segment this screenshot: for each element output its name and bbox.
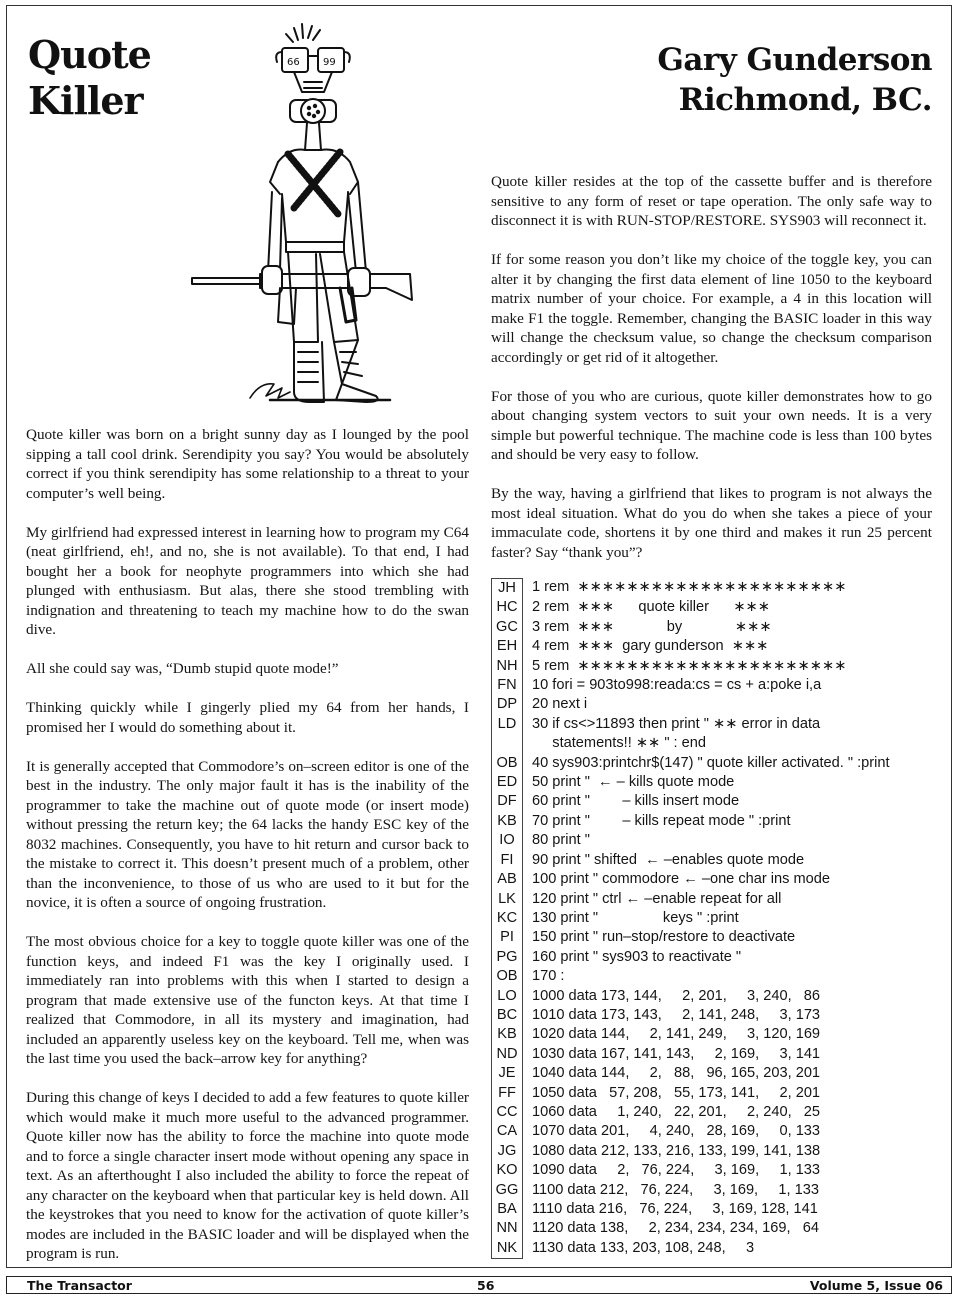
line-checksum: BC (491, 1006, 523, 1025)
line-code: 50 print " ← – kills quote mode (532, 774, 735, 791)
line-code: 1020 data 144, 2, 141, 249, 3, 120, 169 (532, 1026, 821, 1043)
line-checksum: CA (491, 1122, 523, 1141)
line-checksum (491, 734, 523, 753)
article-title (28, 32, 151, 124)
line-code: 130 print " keys " :print (532, 909, 739, 926)
line-checksum: FN (491, 676, 523, 695)
line-code: 1110 data 216, 76, 224, 3, 169, 128, 141 (532, 1201, 818, 1217)
line-checksum: IO (491, 831, 523, 850)
listing-line (491, 987, 931, 1006)
paragraph: During this change of keys I decided to add a few features to quote killer which would make it much more useful to the advanced programmer. Quote killer now has the ability to force the machine into quote mode and to force a single character insert mode without opening any space in text. As an afterthought I also included the ability to force the repeat of any character on the keyboard when that particular key is held down. All the keystrokes that you need to know for the activation of quote killer’s modes are included in the BASIC loader and will be displayed when the program is run. (26, 1089, 469, 1262)
line-checksum: PG (491, 948, 523, 967)
line-checksum: ED (491, 773, 523, 792)
listing-line (491, 1200, 931, 1219)
listing-line (491, 598, 931, 617)
line-checksum: NN (491, 1219, 523, 1238)
line-checksum: JE (491, 1064, 523, 1083)
soldier-illustration-icon (190, 22, 430, 407)
line-code: 1030 data 167, 141, 143, 2, 169, 3, 141 (532, 1045, 821, 1062)
line-checksum: NH (491, 657, 523, 676)
paragraph: If for some reason you don’t like my choice of the toggle key, you can alter it by changing the first data element of line 1050 to the keyboard matrix number of your choice. For example, a 4 in this location will make F1 the toggle. Remember, changing the BASIC loader in this way will change the checksum value, so change the checksum comparison accordingly or get rid of it altogether. (491, 251, 932, 366)
magazine-name: The Transactor (27, 1277, 132, 1293)
line-code: 160 print " sys903 to reactivate " (532, 948, 742, 965)
svg-text:66: 66 (287, 57, 300, 68)
line-code: 1010 data 173, 143, 2, 141, 248, 3, 173 (532, 1006, 821, 1023)
line-code: 3 rem ∗∗∗ by ∗∗∗ (532, 618, 772, 635)
line-checksum: OB (491, 967, 523, 986)
line-checksum: DP (491, 695, 523, 714)
line-code: 20 next i (532, 696, 588, 713)
listing-line (491, 578, 931, 598)
line-code: 1090 data 2, 76, 224, 3, 169, 1, 133 (532, 1162, 821, 1179)
line-code: 60 print " – kills insert mode (532, 793, 740, 810)
paragraph: Quote killer was born on a bright sunny day as I lounged by the pool sipping a tall cool drink. Serendipity you say? You would be absolutely correct if you think serendipity has some relationship to a threat to your computer’s well being. (26, 426, 469, 502)
basic-program-listing (491, 578, 931, 1259)
line-code: 30 if cs<>11893 then print " ∗∗ error in data (532, 715, 821, 732)
line-code: 2 rem ∗∗∗ quote killer ∗∗∗ (532, 599, 771, 616)
listing-line (491, 676, 931, 695)
listing-line (491, 695, 931, 714)
line-checksum: GC (491, 618, 523, 637)
listing-line (491, 1045, 931, 1064)
line-checksum: FI (491, 851, 523, 870)
paragraph: It is generally accepted that Commodore’s on–screen editor is one of the best in the industry. The only major fault it has is the inability of the programmer to take the machine out of quote mode (or insert mode) without pressing the return key; the 64 lacks the handy ESC key of the 8032 machines. Consequently, you have to hit return and cursor back to the mistake to correct it. This doesn’t present much of a problem, other than the inconvenience, to those of us who are used to it but for the novice, it is often a source of ongoing frustration. (26, 757, 469, 911)
line-code: 1000 data 173, 144, 2, 201, 3, 240, 86 (532, 987, 821, 1004)
paragraph: The most obvious choice for a key to toggle quote killer was one of the function keys, and indeed F1 was the key I originally used. I immediately ran into problems with this when I started to design a program that made extensive use of the functon keys. At that time I realized that Commodore, in all its mystery and imagination, had included an apparently useless key on the keyboard. Tell me, when was the last time you used the back–arrow key for anything? (26, 933, 469, 1067)
line-code: 170 : (532, 968, 565, 985)
line-code: 40 sys903:printchr$(147) " quote killer activated. " :print (532, 754, 890, 771)
line-code: statements!! ∗∗ " : end (532, 735, 707, 752)
paragraph: Quote killer resides at the top of the cassette buffer and is therefore sensitive to any form of reset or tape operation. The only safe way to disconnect it is with RUN-STOP/RESTORE. SYS903 will reconnect it. (491, 173, 932, 229)
listing-line (491, 948, 931, 967)
listing-line (491, 1025, 931, 1044)
listing-line (491, 967, 931, 986)
listing-line (491, 1161, 931, 1180)
line-code: 80 print " (532, 832, 590, 849)
paragraph: My girlfriend had expressed interest in learning how to program my C64 (neat girlfriend, eh!, and no, she is not available). To that end, I had bought her a book for neophyte programmers into which she had plunged with enthusiasm. But alas, there she stood trembling with indignation and threatening to teach my machine how to do the swan dive. (26, 523, 469, 638)
line-code: 1130 data 133, 203, 108, 248, 3 (532, 1239, 755, 1256)
line-code: 1040 data 144, 2, 88, 96, 165, 203, 201 (532, 1065, 821, 1082)
listing-line (491, 890, 931, 909)
line-code: 1100 data 212, 76, 224, 3, 169, 1, 133 (532, 1181, 819, 1198)
line-code: 100 print " commodore ← –one char ins mode (532, 871, 831, 888)
line-checksum: CC (491, 1103, 523, 1122)
line-checksum: OB (491, 754, 523, 773)
listing-line (491, 1239, 931, 1259)
page-number: 56 (477, 1277, 495, 1293)
paragraph: All she could say was, “Dumb stupid quote mode!” (26, 660, 339, 677)
line-checksum: EH (491, 637, 523, 656)
author-name: Gary Gunderson (657, 42, 932, 78)
paragraph: For those of you who are curious, quote killer demonstrates how to go about changing system vectors to suit your own needs. It is a very simple but powerful technique. The machine code is less than 100 bytes and should be very easy to follow. (491, 387, 932, 463)
listing-line (491, 1006, 931, 1025)
listing-line (491, 870, 931, 889)
listing-line (491, 1084, 931, 1103)
line-checksum: LK (491, 890, 523, 909)
line-checksum: KC (491, 909, 523, 928)
line-checksum: KO (491, 1161, 523, 1180)
listing-line (491, 928, 931, 947)
line-code: 1070 data 201, 4, 240, 28, 169, 0, 133 (532, 1123, 821, 1140)
line-checksum: GG (491, 1181, 523, 1200)
line-checksum: LD (491, 715, 523, 734)
line-code: 10 fori = 903to998:reada:cs = cs + a:poke i,a (532, 677, 822, 694)
listing-line (491, 1142, 931, 1161)
listing-line (491, 909, 931, 928)
title-line-1: Quote (28, 32, 151, 77)
listing-line (491, 734, 931, 753)
line-code: 5 rem ∗∗∗∗∗∗∗∗∗∗∗∗∗∗∗∗∗∗∗∗∗∗ (532, 657, 847, 674)
listing-line (491, 618, 931, 637)
listing-line (491, 1122, 931, 1141)
line-code: 70 print " – kills repeat mode " :print (532, 812, 791, 829)
listing-line (491, 1181, 931, 1200)
line-checksum: BA (491, 1200, 523, 1219)
byline (657, 40, 932, 120)
line-checksum: HC (491, 598, 523, 617)
line-code: 150 print " run–stop/restore to deactivate (532, 929, 796, 946)
listing-line (491, 637, 931, 656)
line-code: 90 print " shifted ← –enables quote mode (532, 851, 805, 868)
line-code: 1 rem ∗∗∗∗∗∗∗∗∗∗∗∗∗∗∗∗∗∗∗∗∗∗ (532, 579, 847, 595)
line-checksum: KB (491, 1025, 523, 1044)
line-checksum: ND (491, 1045, 523, 1064)
line-checksum: PI (491, 928, 523, 947)
line-checksum: FF (491, 1084, 523, 1103)
line-code: 4 rem ∗∗∗ gary gunderson ∗∗∗ (532, 638, 769, 655)
line-code: 1060 data 1, 240, 22, 201, 2, 240, 25 (532, 1103, 821, 1120)
line-checksum: KB (491, 812, 523, 831)
line-checksum: LO (491, 987, 523, 1006)
listing-line (491, 851, 931, 870)
line-code: 120 print " ctrl ← –enable repeat for all (532, 890, 782, 907)
line-checksum: JH (491, 578, 523, 598)
listing-line (491, 1064, 931, 1083)
svg-text:99: 99 (323, 57, 336, 68)
author-location: Richmond, BC. (678, 82, 932, 118)
left-column-text (26, 425, 469, 1283)
paragraph: By the way, having a girlfriend that likes to program is not always the most ideal situation. What do you do when she takes a piece of your immaculate code, shortens it by one third and makes it run 25 percent faster? Say “thank you”? (491, 485, 932, 561)
title-line-2: Killer (28, 78, 143, 123)
right-column-text (491, 172, 932, 582)
listing-line (491, 715, 931, 734)
listing-line (491, 1103, 931, 1122)
page-footer (6, 1276, 952, 1294)
paragraph: Thinking quickly while I gingerly plied my 64 from her hands, I promised her I would do something about it. (26, 699, 469, 736)
line-code: 1050 data 57, 208, 55, 173, 141, 2, 201 (532, 1084, 821, 1101)
line-code: 1080 data 212, 133, 216, 133, 199, 141, 138 (532, 1142, 821, 1159)
listing-line (491, 657, 931, 676)
listing-line (491, 831, 931, 850)
listing-line (491, 792, 931, 811)
line-code: 1120 data 138, 2, 234, 234, 234, 169, 64 (532, 1220, 819, 1237)
listing-line (491, 1219, 931, 1238)
listing-line (491, 773, 931, 792)
listing-line (491, 754, 931, 773)
listing-line (491, 812, 931, 831)
line-checksum: DF (491, 792, 523, 811)
line-checksum: AB (491, 870, 523, 889)
issue-label: Volume 5, Issue 06 (809, 1277, 943, 1293)
line-checksum: JG (491, 1142, 523, 1161)
line-checksum: NK (491, 1239, 523, 1259)
